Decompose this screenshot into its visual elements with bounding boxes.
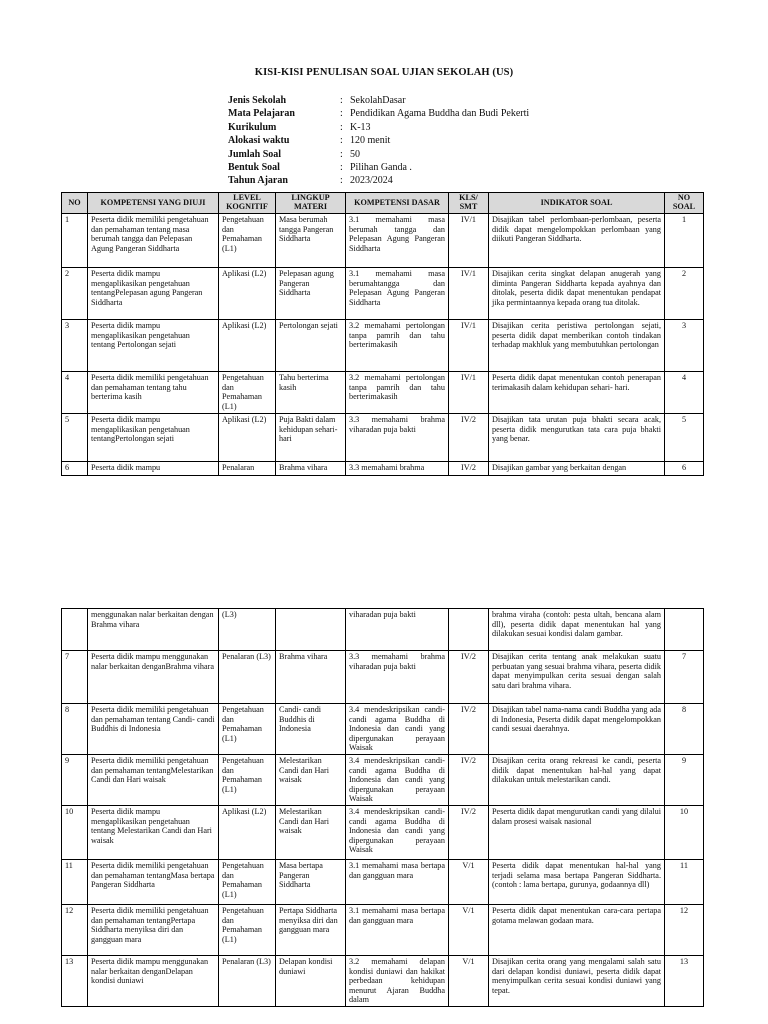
table-row (62, 806, 704, 860)
cell-kd: 3.3 memahami brahma viharadan puja bakti (346, 651, 449, 704)
cell-level: Aplikasi (L2) (219, 268, 276, 320)
cell-kompetensi: menggunakan nalar berkaitan dengan Brahma vihara (88, 609, 219, 651)
cell-kls: IV/1 (449, 214, 489, 268)
meta-row (228, 161, 529, 174)
meta-row (228, 94, 529, 107)
meta-colon: : (340, 135, 343, 147)
cell-lingkup: Masa bertapa Pangeran Siddharta (276, 860, 346, 905)
cell-indikator: Peserta didik dapat menentukan hal-hal yang terjadi selama masa bertapa Pangeran Siddharta. (contoh : lama bertapa, gurunya, godaannya dll) (489, 860, 665, 905)
header-indikator: INDIKATOR SOAL (489, 193, 665, 214)
cell-kls: IV/1 (449, 320, 489, 372)
meta-row (228, 121, 529, 134)
cell-level: Aplikasi (L2) (219, 320, 276, 372)
cell-kls: IV/2 (449, 414, 489, 462)
meta-colon: : (340, 108, 343, 120)
cell-nosoal: 9 (665, 755, 704, 806)
cell-nosoal: 10 (665, 806, 704, 860)
cell-kd: 3.1 memahami masa bertapa dan gangguan mara (346, 905, 449, 956)
cell-kompetensi: Peserta didik mampu menggunakan nalar berkaitan denganBrahma vihara (88, 651, 219, 704)
meta-value: Pendidikan Agama Buddha dan Budi Pekerti (350, 108, 530, 120)
cell-kompetensi: Peserta didik mampu mengaplikasikan pengetahuan tentang Pertolongan sejati (88, 320, 219, 372)
meta-label: Alokasi waktu (228, 135, 290, 147)
cell-no: 11 (62, 860, 88, 905)
cell-nosoal: 13 (665, 956, 704, 1007)
meta-colon: : (340, 121, 343, 133)
cell-no: 6 (62, 462, 88, 476)
cell-level: Penalaran (L3) (219, 651, 276, 704)
cell-indikator: Disajikan gambar yang berkaitan dengan (489, 462, 665, 476)
cell-no: 1 (62, 214, 88, 268)
header-level: LEVEL KOGNITIF (219, 193, 276, 214)
cell-nosoal (665, 609, 704, 651)
cell-indikator: Peserta didik dapat mengurutkan candi yang dilalui dalam prosesi waisak nasional (489, 806, 665, 860)
cell-kd: 3.4 mendeskripsikan candi-candi agama Buddha di Indonesia dan candi yang dipergunakan perayaan Waisak (346, 704, 449, 755)
cell-kompetensi: Peserta didik memiliki pengetahuan dan pemahaman tentang Candi- candi Buddhis di Indonesia (88, 704, 219, 755)
cell-lingkup: Candi- candi Buddhis di Indonesia (276, 704, 346, 755)
cell-kls (449, 609, 489, 651)
meta-label: Kurikulum (228, 121, 277, 133)
cell-level: Pengetahuan dan Pemahaman (L1) (219, 860, 276, 905)
kisi-table-page-1 (61, 192, 704, 476)
meta-label: Jenis Sekolah (228, 95, 287, 106)
cell-kls: IV/1 (449, 268, 489, 320)
table-row (62, 268, 704, 320)
header-nosoal: NO SOAL (665, 193, 704, 214)
cell-nosoal: 7 (665, 651, 704, 704)
cell-kd: 3.1 memahami masa berumah tangga dan Pelepasan Agung Pangeran Siddharta (346, 214, 449, 268)
cell-indikator: Disajikan cerita orang yang mengalami salah satu dari delapan kondisi duniawi, peserta didik dapat menyimpulkan cerita sesuai kondisi duniawi yang tepat. (489, 956, 665, 1007)
cell-no: 10 (62, 806, 88, 860)
cell-kls: V/1 (449, 956, 489, 1007)
meta-value: 120 menit (350, 135, 391, 147)
cell-kls: IV/2 (449, 755, 489, 806)
cell-kls: IV/2 (449, 806, 489, 860)
cell-level: Penalaran (219, 462, 276, 476)
cell-kompetensi: Peserta didik memiliki pengetahuan dan pemahaman tentang tahu berterima kasih (88, 372, 219, 414)
table-row (62, 320, 704, 372)
table-row (62, 462, 704, 476)
table-row (62, 609, 704, 651)
meta-colon: : (340, 161, 343, 173)
cell-kd: 3.4 mendeskripsikan candi-candi agama Buddha di Indonesia dan candi yang dipergunakan perayaan Waisak (346, 755, 449, 806)
cell-kd: 3.2 memahami delapan kondisi duniawi dan hakikat perbedaan kehidupan menurut Ajaran Buddha dalam (346, 956, 449, 1007)
cell-nosoal: 5 (665, 414, 704, 462)
cell-level: Pengetahuan dan Pemahaman (L1) (219, 704, 276, 755)
cell-kd: 3.3 memahami brahma (346, 462, 449, 476)
cell-kompetensi: Peserta didik memiliki pengetahuan dan pemahaman tentangPertapa Siddharta menyiksa diri dan gangguan mara (88, 905, 219, 956)
cell-lingkup: Pertolongan sejati (276, 320, 346, 372)
header-kompetensi: KOMPETENSI YANG DIUJI (88, 193, 219, 214)
meta-value: SekolahDasar (350, 95, 406, 106)
cell-level: Penalaran (L3) (219, 956, 276, 1007)
cell-kd: 3.2 memahami pertolongan tanpa pamrih dan tahu berterimakasih (346, 320, 449, 372)
table-row (62, 372, 704, 414)
cell-kls: V/1 (449, 905, 489, 956)
cell-level: (L3) (219, 609, 276, 651)
cell-kls: IV/2 (449, 462, 489, 476)
cell-indikator: Disajikan tata urutan puja bhakti secara acak, peserta didik mengurutkan tata cara puja bhakti yang benar. (489, 414, 665, 462)
cell-kompetensi: Peserta didik mampu mengaplikasikan pengetahuan tentangPertolongan sejati (88, 414, 219, 462)
cell-nosoal: 8 (665, 704, 704, 755)
table-header-row (62, 193, 704, 214)
cell-lingkup: Delapan kondisi duniawi (276, 956, 346, 1007)
header-kd: KOMPETENSI DASAR (346, 193, 449, 214)
cell-lingkup: Tahu berterima kasih (276, 372, 346, 414)
cell-lingkup: Brahma vihara (276, 651, 346, 704)
cell-indikator: brahma viraha (contoh: pesta ultah, bencana alam dll), peserta didik dapat menentukan hal yang dilakukan sesuai kondisi dalam gambar. (489, 609, 665, 651)
meta-value: 2023/2024 (350, 175, 393, 187)
cell-nosoal: 3 (665, 320, 704, 372)
meta-label: Bentuk Soal (228, 161, 280, 173)
meta-row (228, 174, 529, 187)
table-row (62, 414, 704, 462)
cell-level: Aplikasi (L2) (219, 414, 276, 462)
document-title: KISI-KISI PENULISAN SOAL UJIAN SEKOLAH (US) (254, 67, 514, 78)
header-kls: KLS/ SMT (449, 193, 489, 214)
cell-kls: IV/1 (449, 372, 489, 414)
cell-indikator: Disajikan tabel nama-nama candi Buddha yang ada di Indonesia, Peserta didik dapat mengelompokkan candi sesuai daerahnya. (489, 704, 665, 755)
cell-indikator: Disajikan tabel perlombaan-perlombaan, peserta didik dapat mengelompokkan perlombaan yang diikuti Pangeran Siddharta. (489, 214, 665, 268)
cell-nosoal: 12 (665, 905, 704, 956)
cell-nosoal: 1 (665, 214, 704, 268)
cell-no: 4 (62, 372, 88, 414)
cell-level: Pengetahuan dan Pemahaman (L1) (219, 905, 276, 956)
cell-nosoal: 2 (665, 268, 704, 320)
cell-level: Aplikasi (L2) (219, 806, 276, 860)
cell-lingkup: Pertapa Siddharta menyiksa diri dan gangguan mara (276, 905, 346, 956)
cell-level: Pengetahuan dan Pemahaman (L1) (219, 214, 276, 268)
cell-indikator: Disajikan cerita peristiwa pertolongan sejati, peserta didik dapat memberikan contoh tindakan terhadap makhluk yang membutuhkan pertolongan (489, 320, 665, 372)
cell-nosoal: 4 (665, 372, 704, 414)
cell-no: 7 (62, 651, 88, 704)
cell-lingkup: Melestarikan Candi dan Hari waisak (276, 806, 346, 860)
cell-indikator: Peserta didik dapat menentukan cara-cara pertapa gotama melawan godaan mara. (489, 905, 665, 956)
meta-value: K-13 (350, 121, 371, 133)
cell-kd: 3.4 mendeskripsikan candi-candi agama Buddha di Indonesia dan candi yang dipergunakan perayaan Waisak (346, 806, 449, 860)
meta-row (228, 148, 529, 161)
cell-no: 9 (62, 755, 88, 806)
cell-no: 12 (62, 905, 88, 956)
document-meta (228, 94, 529, 188)
cell-kompetensi: Peserta didik mampu mengaplikasikan pengetahuan tentang Melestarikan Candi dan Hari waisak (88, 806, 219, 860)
meta-value: 50 (350, 148, 360, 160)
cell-no: 3 (62, 320, 88, 372)
cell-no: 13 (62, 956, 88, 1007)
cell-no: 8 (62, 704, 88, 755)
cell-kd: 3.3 memahami brahma viharadan puja bakti (346, 414, 449, 462)
meta-row (228, 107, 529, 120)
cell-kompetensi: Peserta didik mampu mengaplikasikan pengetahuan tentangPelepasan agung Pangeran Siddharta (88, 268, 219, 320)
cell-indikator: Disajikan cerita orang rekreasi ke candi, peserta didik dapat menentukan hal-hal yang dapat dilakukan untuk melestarikan candi. (489, 755, 665, 806)
cell-no: 2 (62, 268, 88, 320)
cell-kompetensi: Peserta didik mampu menggunakan nalar berkaitan denganDelapan kondisi duniawi (88, 956, 219, 1007)
cell-no (62, 609, 88, 651)
meta-label: Mata Pelajaran (228, 108, 295, 120)
header-lingkup: LINGKUP MATERI (276, 193, 346, 214)
cell-lingkup (276, 609, 346, 651)
cell-kd: 3.2 memahami pertolongan tanpa pamrih dan tahu berterimakasih (346, 372, 449, 414)
cell-no: 5 (62, 414, 88, 462)
cell-level: Pengetahuan dan Pemahaman (L1) (219, 372, 276, 414)
table-row (62, 956, 704, 1007)
meta-colon: : (340, 148, 343, 160)
cell-indikator: Disajikan cerita singkat delapan anugerah yang diminta Pangeran Siddharta kepada ayahnya dan ditolak, peserta didik dapat menentukan pendapat jika permintaannya kepada orang tua ditolak. (489, 268, 665, 320)
cell-nosoal: 11 (665, 860, 704, 905)
header-no: NO (62, 193, 88, 214)
table-row (62, 704, 704, 755)
cell-kompetensi: Peserta didik memiliki pengetahuan dan pemahaman tentangMasa bertapa Pangeran Siddharta (88, 860, 219, 905)
table-row (62, 860, 704, 905)
meta-label: Tahun Ajaran (228, 175, 288, 187)
meta-row (228, 134, 529, 147)
cell-indikator: Peserta didik dapat menentukan contoh penerapan terimakasih dalam kehidupan sehari- hari. (489, 372, 665, 414)
cell-kompetensi: Peserta didik mampu (88, 462, 219, 476)
cell-kompetensi: Peserta didik memiliki pengetahuan dan pemahaman tentangMelestarikan Candi dan Hari waisak (88, 755, 219, 806)
cell-kls: V/1 (449, 860, 489, 905)
cell-kd: viharadan puja bakti (346, 609, 449, 651)
cell-lingkup: Masa berumah tangga Pangeran Siddharta (276, 214, 346, 268)
meta-colon: : (340, 95, 343, 106)
cell-kd: 3.1 memahami masa bertapa dan gangguan mara (346, 860, 449, 905)
cell-nosoal: 6 (665, 462, 704, 476)
cell-kls: IV/2 (449, 651, 489, 704)
table-row (62, 755, 704, 806)
cell-kompetensi: Peserta didik memiliki pengetahuan dan pemahaman tentang masa berumah tangga dan Pelepasan Agung Pangeran Siddharta (88, 214, 219, 268)
cell-lingkup: Pelepasan agung Pangeran Siddharta (276, 268, 346, 320)
meta-colon: : (340, 175, 343, 187)
cell-kd: 3.1 memahami masa berumahtangga dan Pelepasan Agung Pangeran Siddharta (346, 268, 449, 320)
cell-lingkup: Brahma vihara (276, 462, 346, 476)
table-row (62, 214, 704, 268)
cell-lingkup: Puja Bakti dalam kehidupan sehari-hari (276, 414, 346, 462)
meta-value: Pilihan Ganda . (350, 161, 412, 173)
table-row (62, 905, 704, 956)
cell-level: Pengetahuan dan Pemahaman (L1) (219, 755, 276, 806)
table-row (62, 651, 704, 704)
kisi-table-page-2 (61, 608, 704, 1007)
meta-label: Jumlah Soal (228, 148, 282, 160)
cell-kls: IV/2 (449, 704, 489, 755)
cell-lingkup: Melestarikan Candi dan Hari waisak (276, 755, 346, 806)
cell-indikator: Disajikan cerita tentang anak melakukan suatu perbuatan yang sesuai brahma vihara, peserta didik dapat menyimpulkan cerita sesuai dengan salah satu dari brahma vihara. (489, 651, 665, 704)
